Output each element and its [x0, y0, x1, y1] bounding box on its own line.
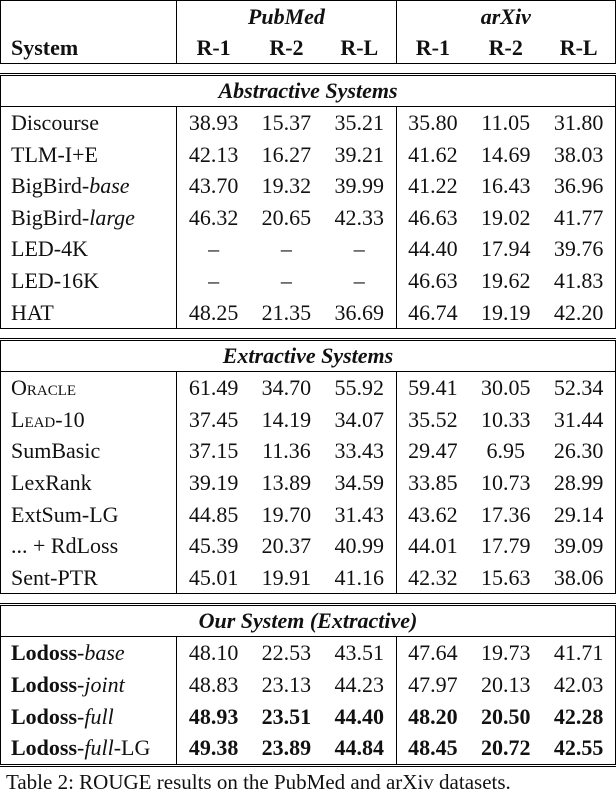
score-cell: 21.35: [250, 297, 323, 329]
score-cell: 26.30: [542, 435, 615, 467]
score-cell: 30.05: [481, 375, 531, 401]
score-cell: 38.06: [542, 562, 615, 594]
system-name-text: TLM-I+E: [11, 141, 98, 167]
score-cell: 31.43: [323, 499, 396, 531]
score-cell: 16.43: [481, 173, 531, 199]
score-cell: 41.22: [408, 173, 458, 199]
score-cell: 34.70: [261, 375, 312, 401]
section-header: [1, 340, 616, 372]
system-name: [1, 233, 177, 265]
system-name: [1, 669, 177, 701]
system-name: [1, 139, 177, 171]
table-body: [1, 64, 616, 766]
table-row: [1, 701, 616, 733]
score-cell: 39.99: [323, 170, 396, 202]
header-row-datasets: [1, 1, 616, 34]
score-cell: 35.21: [323, 107, 396, 139]
section-spacer: [1, 329, 616, 340]
system-name-text: LED-4K: [11, 236, 88, 262]
table-row: [1, 732, 616, 765]
score-cell: 10.73: [481, 469, 531, 495]
score-cell: 38.03: [542, 139, 615, 171]
score-cell: 48.25: [177, 297, 250, 329]
score-cell: 6.95: [486, 438, 525, 464]
table-row: [1, 530, 616, 562]
score-cell: 42.33: [323, 202, 396, 234]
score-cell: 33.43: [323, 435, 396, 467]
score-cell: 47.97: [408, 671, 458, 697]
score-cell: 35.80: [408, 110, 458, 135]
score-cell: 42.13: [188, 141, 239, 167]
score-cell: 41.71: [542, 637, 615, 669]
system-name: [1, 562, 177, 594]
score-cell: 19.70: [261, 501, 312, 527]
section-title: Abstractive Systems: [1, 75, 616, 107]
score-cell: 59.41: [408, 375, 458, 401]
score-cell: 46.32: [188, 204, 239, 230]
score-cell: –: [323, 265, 396, 297]
score-cell: 14.19: [261, 406, 312, 432]
system-name-text: Lodoss: [11, 640, 78, 666]
system-name: [1, 404, 177, 436]
system-name-text: BigBird-: [11, 204, 90, 230]
score-cell: 43.51: [323, 637, 396, 669]
score-cell: 20.72: [469, 732, 542, 765]
system-name: [1, 265, 177, 297]
table-row: [1, 499, 616, 531]
score-cell: 15.37: [261, 110, 312, 135]
system-name-text: ExtSum-LG: [11, 501, 119, 527]
score-cell: 43.62: [408, 501, 458, 527]
score-cell: 48.93: [188, 703, 239, 729]
table-row: [1, 669, 616, 701]
score-cell: 23.51: [261, 703, 312, 729]
score-cell: 19.19: [469, 297, 542, 329]
system-name: [1, 202, 177, 234]
score-cell: 43.70: [188, 173, 239, 199]
table-row: [1, 233, 616, 265]
score-cell: 23.89: [250, 732, 323, 765]
system-name-text: HAT: [11, 299, 54, 325]
score-cell: 17.79: [481, 533, 531, 559]
system-name: [1, 637, 177, 669]
table-row: [1, 637, 616, 669]
score-cell: 20.37: [261, 533, 312, 559]
score-cell: 61.49: [188, 375, 239, 401]
section-header: [1, 75, 616, 107]
score-cell: 29.14: [542, 499, 615, 531]
table-row: [1, 265, 616, 297]
table-row: [1, 467, 616, 499]
table-row: [1, 435, 616, 467]
score-cell: 34.59: [323, 467, 396, 499]
score-cell: 40.99: [323, 530, 396, 562]
score-cell: 10.33: [481, 406, 531, 432]
score-cell: 44.40: [408, 236, 458, 262]
score-cell: 55.92: [323, 372, 396, 404]
system-name: [1, 170, 177, 202]
score-cell: –: [208, 236, 220, 262]
score-cell: 42.32: [396, 562, 469, 594]
section-header: [1, 605, 616, 637]
system-variant: -full: [77, 735, 114, 761]
score-cell: 41.83: [542, 265, 615, 297]
score-cell: –: [323, 233, 396, 265]
system-variant: -joint: [77, 671, 125, 697]
score-cell: 48.45: [396, 732, 469, 765]
score-cell: 20.50: [481, 703, 531, 729]
score-cell: 42.03: [542, 669, 615, 701]
score-cell: 37.15: [188, 438, 239, 464]
score-cell: 29.47: [408, 438, 458, 464]
score-cell: 39.19: [188, 469, 239, 495]
system-name: [1, 732, 177, 765]
system-name: [1, 530, 177, 562]
score-cell: 45.01: [177, 562, 250, 594]
table-row: [1, 372, 616, 404]
score-cell: 22.53: [261, 640, 312, 666]
score-cell: 11.05: [481, 110, 531, 135]
score-cell: –: [208, 267, 220, 293]
score-cell: 31.44: [542, 404, 615, 436]
system-name: [1, 467, 177, 499]
metric-header: R-2: [469, 33, 542, 64]
score-cell: 44.40: [323, 701, 396, 733]
score-cell: –: [280, 267, 292, 293]
section-title: Our System (Extractive): [1, 605, 616, 637]
metric-header: R-1: [177, 33, 250, 64]
system-name-text: Oracle: [11, 375, 77, 401]
score-cell: 14.69: [481, 141, 531, 167]
table-row: [1, 139, 616, 171]
system-name-text: Lead-10: [11, 406, 85, 432]
score-cell: 46.74: [396, 297, 469, 329]
score-cell: 13.89: [261, 469, 312, 495]
score-cell: 48.10: [188, 640, 239, 666]
metric-header: R-L: [323, 33, 396, 64]
score-cell: 36.69: [323, 297, 396, 329]
score-cell: 47.64: [408, 640, 458, 666]
score-cell: 11.36: [262, 438, 311, 464]
score-cell: 42.20: [542, 297, 615, 329]
table-row: [1, 107, 616, 139]
score-cell: 19.91: [250, 562, 323, 594]
score-cell: 17.36: [481, 501, 531, 527]
score-cell: 41.77: [542, 202, 615, 234]
score-cell: 46.63: [408, 204, 458, 230]
system-name: [1, 297, 177, 329]
score-cell: –: [280, 236, 292, 262]
system-name-text: ... + RdLoss: [11, 533, 119, 559]
score-cell: 19.62: [481, 267, 531, 293]
score-cell: 39.21: [323, 139, 396, 171]
system-variant: -base: [77, 640, 125, 666]
score-cell: 34.07: [323, 404, 396, 436]
system-column-header: System: [1, 33, 177, 64]
system-name: [1, 701, 177, 733]
system-name-text: BigBird-: [11, 173, 90, 199]
score-cell: 45.39: [188, 533, 239, 559]
system-variant: base: [89, 173, 130, 199]
score-cell: 20.13: [481, 671, 531, 697]
system-name: [1, 107, 177, 139]
metric-header: R-L: [542, 33, 615, 64]
score-cell: 44.85: [188, 501, 239, 527]
table-row: [1, 404, 616, 436]
table-row: [1, 297, 616, 329]
dataset-header-arxiv: arXiv: [396, 1, 615, 34]
system-variant-extra: -LG: [113, 735, 151, 761]
system-name-text: LED-16K: [11, 267, 99, 293]
system-name: [1, 435, 177, 467]
table-row: [1, 170, 616, 202]
metric-header: R-1: [396, 33, 469, 64]
score-cell: 36.96: [542, 170, 615, 202]
score-cell: 23.13: [261, 671, 312, 697]
score-cell: 31.80: [542, 107, 615, 139]
section-spacer: [1, 594, 616, 605]
score-cell: 42.28: [542, 701, 615, 733]
score-cell: 19.32: [261, 173, 312, 199]
system-variant: -full: [77, 703, 114, 729]
system-name-text: Lodoss: [11, 703, 78, 729]
system-name: [1, 372, 177, 404]
score-cell: 20.65: [261, 204, 312, 230]
score-cell: 19.73: [481, 640, 531, 666]
score-cell: 46.63: [408, 267, 458, 293]
table-caption: Table 2: ROUGE results on the PubMed and arXiv datasets.: [6, 770, 511, 794]
system-variant: large: [89, 204, 135, 230]
score-cell: 48.20: [408, 703, 458, 729]
score-cell: 33.85: [408, 469, 458, 495]
score-cell: 39.09: [542, 530, 615, 562]
header-row-metrics: [1, 33, 616, 64]
score-cell: 17.94: [481, 236, 531, 262]
score-cell: 37.45: [188, 406, 239, 432]
section-title: Extractive Systems: [1, 340, 616, 372]
score-cell: 42.55: [542, 732, 615, 765]
score-cell: 28.99: [542, 467, 615, 499]
system-name: [1, 499, 177, 531]
system-name-text: LexRank: [11, 469, 92, 495]
system-name-text: Discourse: [11, 110, 99, 135]
dataset-header-pubmed: PubMed: [177, 1, 396, 34]
section-spacer: [1, 64, 616, 75]
score-cell: 39.76: [542, 233, 615, 265]
system-name-text: SumBasic: [11, 438, 101, 464]
score-cell: 48.83: [188, 671, 239, 697]
system-name-text: Lodoss: [11, 735, 78, 761]
table-row: [1, 202, 616, 234]
system-name-text: Lodoss: [11, 671, 78, 697]
metric-header: R-2: [250, 33, 323, 64]
system-name-text: Sent-PTR: [11, 564, 98, 590]
score-cell: 38.93: [188, 110, 239, 135]
score-cell: 19.02: [481, 204, 531, 230]
score-cell: 44.84: [323, 732, 396, 765]
score-cell: 49.38: [177, 732, 250, 765]
score-cell: 41.16: [323, 562, 396, 594]
score-cell: 16.27: [261, 141, 312, 167]
score-cell: 35.52: [408, 406, 458, 432]
score-cell: 44.01: [408, 533, 458, 559]
score-cell: 41.62: [408, 141, 458, 167]
score-cell: 52.34: [542, 372, 615, 404]
score-cell: 15.63: [469, 562, 542, 594]
table-row: [1, 562, 616, 594]
score-cell: 44.23: [323, 669, 396, 701]
